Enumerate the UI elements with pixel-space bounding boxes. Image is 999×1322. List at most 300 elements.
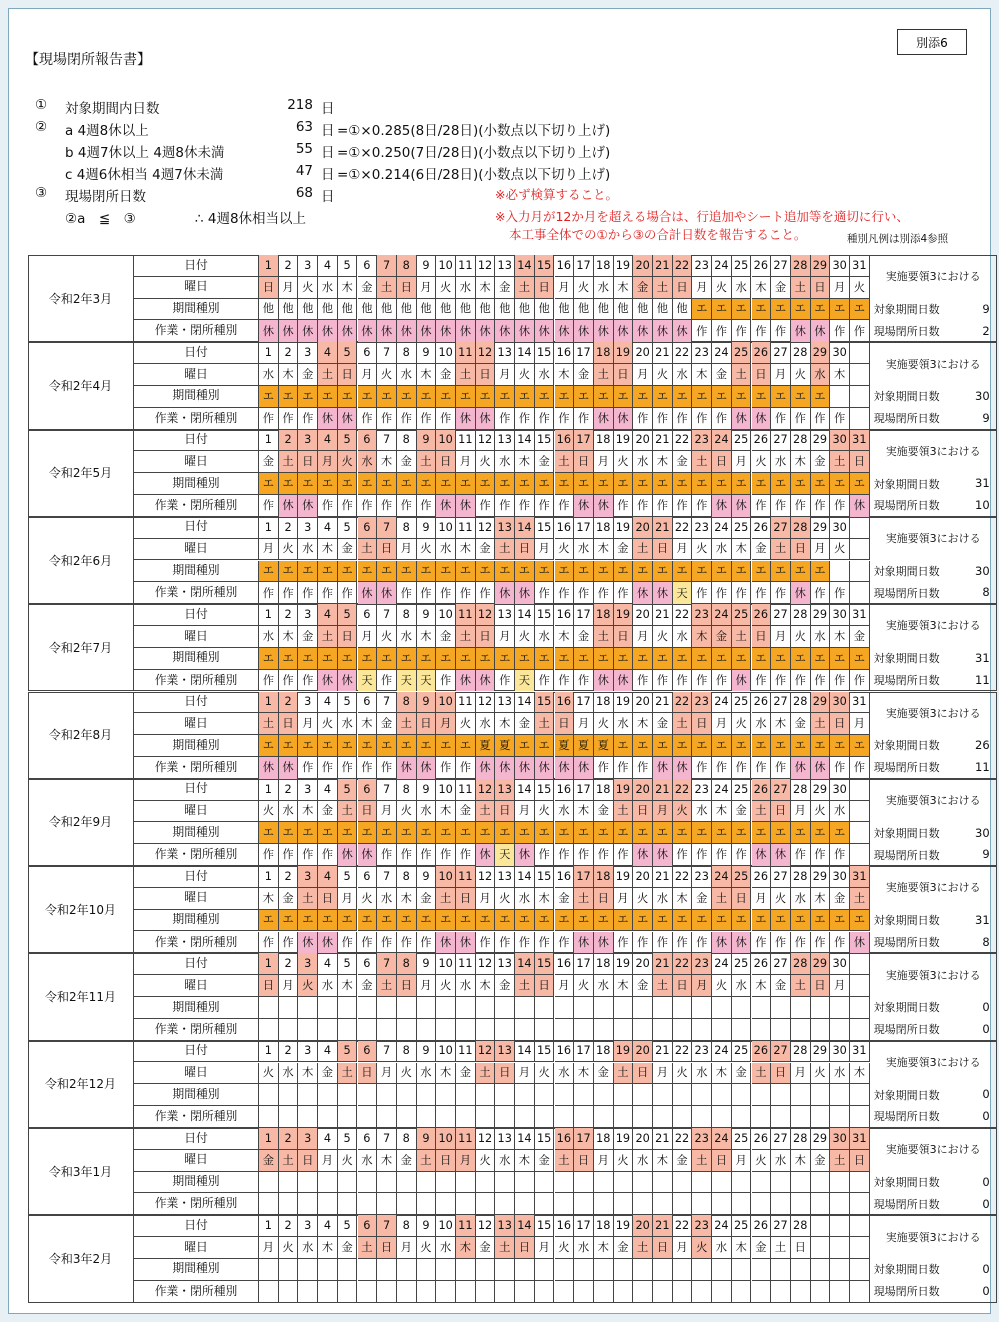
work-cell: 休 xyxy=(259,320,279,342)
date-cell: 13 xyxy=(495,866,515,888)
date-cell: 21 xyxy=(653,1128,673,1150)
work-cell xyxy=(653,1019,673,1041)
closed-days-label: 現場閉所日数 xyxy=(873,586,940,600)
side-header: 実施要領3における xyxy=(885,706,981,720)
date-cell: 1 xyxy=(259,342,279,364)
period-cell: エ xyxy=(752,648,772,670)
weekday-cell: 火 xyxy=(515,626,535,648)
work-cell: 作 xyxy=(298,582,318,604)
work-cell: 作 xyxy=(850,320,870,342)
day-cell xyxy=(830,1281,850,1303)
weekday-cell: 月 xyxy=(594,451,614,473)
date-cell: 29 xyxy=(811,953,831,975)
weekday-cell: 火 xyxy=(811,801,831,823)
work-cell: 休 xyxy=(633,320,653,342)
weekday-cell: 火 xyxy=(614,1150,634,1172)
weekday-cell: 月 xyxy=(358,364,378,386)
date-cell: 16 xyxy=(555,255,575,277)
period-cell: エ xyxy=(417,735,437,757)
work-cell: 作 xyxy=(653,670,673,692)
weekday-cell: 木 xyxy=(515,451,535,473)
work-cell xyxy=(476,1019,496,1041)
work-cell: 作 xyxy=(318,757,338,779)
weekday-cell: 金 xyxy=(298,364,318,386)
period-cell xyxy=(692,1172,712,1194)
date-cell: 10 xyxy=(436,342,456,364)
date-cell: 7 xyxy=(377,255,397,277)
work-cell: 作 xyxy=(752,670,772,692)
side-header: 実施要領3における xyxy=(885,619,981,633)
date-cell: 6 xyxy=(358,1128,378,1150)
weekday-cell: 月 xyxy=(436,713,456,735)
date-cell: 21 xyxy=(653,1215,673,1237)
period-cell: エ xyxy=(358,735,378,757)
weekday-cell: 木 xyxy=(279,626,299,648)
work-cell: 作 xyxy=(377,844,397,866)
work-cell: 休 xyxy=(791,582,811,604)
date-cell: 7 xyxy=(377,692,397,714)
date-cell: 13 xyxy=(495,779,515,801)
work-cell xyxy=(259,1193,279,1215)
work-cell: 作 xyxy=(732,757,752,779)
weekday-cell: 月 xyxy=(535,1237,555,1259)
work-cell: 休 xyxy=(594,320,614,342)
work-cell: 作 xyxy=(712,844,732,866)
work-cell: 作 xyxy=(752,495,772,517)
date-cell: 26 xyxy=(752,517,772,539)
weekday-cell: 木 xyxy=(692,626,712,648)
period-cell xyxy=(535,997,555,1019)
weekday-cell: 木 xyxy=(515,1150,535,1172)
work-cell: 作 xyxy=(811,670,831,692)
period-cell: エ xyxy=(791,473,811,495)
weekday-cell: 月 xyxy=(673,539,693,561)
work-cell: 休 xyxy=(456,495,476,517)
summary-formula: =①×0.214(6日/28日)(小数点以下切り上げ) xyxy=(337,167,611,183)
work-cell: 作 xyxy=(535,495,555,517)
work-cell xyxy=(673,1281,693,1303)
date-cell: 9 xyxy=(417,866,437,888)
period-cell: エ xyxy=(633,561,653,583)
weekday-cell: 月 xyxy=(594,1150,614,1172)
work-cell: 休 xyxy=(495,757,515,779)
date-cell: 9 xyxy=(417,255,437,277)
period-cell xyxy=(535,1172,555,1194)
period-cell xyxy=(850,1084,870,1106)
work-cell xyxy=(771,1019,791,1041)
weekday-cell: 月 xyxy=(791,801,811,823)
date-cell: 3 xyxy=(298,953,318,975)
work-cell xyxy=(633,1019,653,1041)
weekday-cell: 日 xyxy=(594,888,614,910)
period-cell: エ xyxy=(555,473,575,495)
period-cell: エ xyxy=(555,910,575,932)
period-cell: エ xyxy=(594,561,614,583)
work-cell: 作 xyxy=(298,670,318,692)
period-cell: エ xyxy=(811,473,831,495)
weekday-cell: 土 xyxy=(692,451,712,473)
weekday-cell: 月 xyxy=(495,364,515,386)
row-label: 曜日 xyxy=(134,451,259,473)
weekday-cell: 日 xyxy=(771,801,791,823)
weekday-cell: 木 xyxy=(633,713,653,735)
weekday-cell: 土 xyxy=(673,713,693,735)
weekday-cell: 日 xyxy=(692,713,712,735)
period-cell: 他 xyxy=(397,299,417,321)
period-cell: 他 xyxy=(358,299,378,321)
weekday-cell: 火 xyxy=(791,626,811,648)
weekday-cell: 火 xyxy=(574,975,594,997)
weekday-cell: 水 xyxy=(358,1150,378,1172)
work-cell: 作 xyxy=(614,757,634,779)
weekday-cell: 水 xyxy=(318,975,338,997)
period-cell xyxy=(732,1259,752,1281)
weekday-cell: 月 xyxy=(752,888,772,910)
period-cell: エ xyxy=(673,648,693,670)
work-cell: 休 xyxy=(791,320,811,342)
summary-label: c 4週6休相当 4週7休未満 xyxy=(65,167,224,183)
weekday-cell: 土 xyxy=(811,713,831,735)
period-cell: エ xyxy=(259,473,279,495)
work-cell: 休 xyxy=(653,582,673,604)
date-cell: 28 xyxy=(791,1041,811,1063)
period-cell: エ xyxy=(771,910,791,932)
period-cell xyxy=(495,1172,515,1194)
weekday-cell: 火 xyxy=(752,1150,772,1172)
work-cell xyxy=(377,1019,397,1041)
work-cell xyxy=(259,1019,279,1041)
date-cell: 8 xyxy=(397,779,417,801)
weekday-cell: 金 xyxy=(495,277,515,299)
date-cell: 19 xyxy=(614,255,634,277)
date-cell: 17 xyxy=(574,255,594,277)
period-cell: エ xyxy=(712,299,732,321)
date-cell: 10 xyxy=(436,430,456,452)
work-cell xyxy=(377,1106,397,1128)
day-cell xyxy=(830,1259,850,1281)
period-cell: エ xyxy=(397,735,417,757)
work-cell xyxy=(555,1106,575,1128)
weekday-cell: 火 xyxy=(417,539,437,561)
date-cell: 24 xyxy=(712,430,732,452)
work-cell: 作 xyxy=(673,932,693,954)
work-cell xyxy=(830,1106,850,1128)
work-cell: 休 xyxy=(318,932,338,954)
period-cell: エ xyxy=(259,910,279,932)
date-cell: 5 xyxy=(338,1041,358,1063)
work-cell: 休 xyxy=(594,932,614,954)
work-cell: 休 xyxy=(712,495,732,517)
weekday-cell: 木 xyxy=(456,539,476,561)
period-cell: エ xyxy=(712,473,732,495)
date-cell: 30 xyxy=(830,692,850,714)
row-label: 日付 xyxy=(134,866,259,888)
period-cell: エ xyxy=(614,735,634,757)
work-cell: 作 xyxy=(712,670,732,692)
work-cell: 作 xyxy=(791,932,811,954)
side-header: 実施要領3における xyxy=(885,532,981,546)
date-cell: 12 xyxy=(476,779,496,801)
weekday-cell: 木 xyxy=(279,364,299,386)
date-cell: 15 xyxy=(535,430,555,452)
period-cell xyxy=(633,1084,653,1106)
closed-days-value: 11 xyxy=(975,672,990,687)
row-label: 日付 xyxy=(134,604,259,626)
period-cell xyxy=(830,386,850,408)
date-cell: 11 xyxy=(456,342,476,364)
work-cell: 作 xyxy=(279,844,299,866)
work-cell xyxy=(397,1106,417,1128)
period-cell xyxy=(417,1259,437,1281)
period-cell: エ xyxy=(653,648,673,670)
weekday-cell: 土 xyxy=(377,277,397,299)
period-cell: エ xyxy=(358,473,378,495)
work-cell xyxy=(555,1019,575,1041)
weekday-cell: 月 xyxy=(732,1150,752,1172)
work-cell: 作 xyxy=(555,844,575,866)
date-cell: 26 xyxy=(752,430,772,452)
row-label: 日付 xyxy=(134,1041,259,1063)
day-cell xyxy=(850,408,870,430)
date-cell: 10 xyxy=(436,1215,456,1237)
date-cell: 13 xyxy=(495,1215,515,1237)
date-cell: 6 xyxy=(358,1041,378,1063)
period-cell: エ xyxy=(850,299,870,321)
date-cell: 3 xyxy=(298,430,318,452)
work-cell: 作 xyxy=(712,582,732,604)
legend-note: 種別凡例は別添4参照 xyxy=(847,233,949,245)
period-cell xyxy=(574,1259,594,1281)
work-cell: 作 xyxy=(397,844,417,866)
weekday-cell: 木 xyxy=(653,1150,673,1172)
weekday-cell: 火 xyxy=(279,539,299,561)
target-days-label: 対象期間日数 xyxy=(873,1088,940,1102)
period-cell: エ xyxy=(574,473,594,495)
work-cell xyxy=(614,1019,634,1041)
work-cell xyxy=(476,1281,496,1303)
period-cell: エ xyxy=(555,648,575,670)
work-cell xyxy=(358,1106,378,1128)
day-cell xyxy=(850,779,870,801)
day-cell xyxy=(830,1237,850,1259)
work-cell: 休 xyxy=(811,757,831,779)
work-cell xyxy=(397,1281,417,1303)
weekday-cell: 水 xyxy=(752,713,772,735)
period-cell xyxy=(574,1084,594,1106)
work-cell: 作 xyxy=(515,495,535,517)
period-cell: エ xyxy=(515,648,535,670)
date-cell: 25 xyxy=(732,1128,752,1150)
weekday-cell: 金 xyxy=(732,801,752,823)
weekday-cell: 火 xyxy=(259,1063,279,1085)
work-cell xyxy=(752,1106,772,1128)
period-cell xyxy=(791,1084,811,1106)
period-cell xyxy=(614,1172,634,1194)
work-cell: 休 xyxy=(456,320,476,342)
period-cell: 他 xyxy=(436,299,456,321)
work-cell: 作 xyxy=(358,932,378,954)
work-cell: 休 xyxy=(279,757,299,779)
work-cell: 休 xyxy=(574,320,594,342)
date-cell: 7 xyxy=(377,779,397,801)
date-cell: 19 xyxy=(614,1128,634,1150)
date-cell: 3 xyxy=(298,1215,318,1237)
work-cell xyxy=(338,1106,358,1128)
period-cell xyxy=(417,1084,437,1106)
date-cell: 26 xyxy=(752,692,772,714)
weekday-cell: 月 xyxy=(732,451,752,473)
weekday-cell: 日 xyxy=(456,888,476,910)
date-cell: 29 xyxy=(811,866,831,888)
date-cell: 25 xyxy=(732,692,752,714)
date-cell: 16 xyxy=(555,342,575,364)
work-cell: 休 xyxy=(338,670,358,692)
date-cell: 22 xyxy=(673,1128,693,1150)
summary-no: ③ xyxy=(35,185,48,201)
date-cell: 10 xyxy=(436,1128,456,1150)
period-cell: エ xyxy=(535,561,555,583)
period-cell: エ xyxy=(495,910,515,932)
work-cell: 作 xyxy=(476,582,496,604)
weekday-cell: 日 xyxy=(574,451,594,473)
date-cell: 7 xyxy=(377,342,397,364)
work-cell: 作 xyxy=(811,844,831,866)
weekday-cell: 水 xyxy=(417,801,437,823)
period-cell: 他 xyxy=(594,299,614,321)
weekday-cell: 木 xyxy=(377,1150,397,1172)
date-cell: 10 xyxy=(436,604,456,626)
weekday-cell: 水 xyxy=(830,801,850,823)
work-cell xyxy=(279,1019,299,1041)
date-cell: 31 xyxy=(850,604,870,626)
work-cell xyxy=(594,1193,614,1215)
period-cell xyxy=(692,1084,712,1106)
weekday-cell: 日 xyxy=(397,975,417,997)
weekday-cell: 日 xyxy=(377,539,397,561)
work-cell: 休 xyxy=(358,320,378,342)
date-cell: 16 xyxy=(555,1041,575,1063)
work-cell: 作 xyxy=(614,932,634,954)
work-cell: 作 xyxy=(436,408,456,430)
date-cell: 5 xyxy=(338,517,358,539)
weekday-cell: 水 xyxy=(358,451,378,473)
date-cell: 18 xyxy=(594,517,614,539)
date-cell: 29 xyxy=(811,1128,831,1150)
period-cell: エ xyxy=(495,822,515,844)
date-cell: 20 xyxy=(633,953,653,975)
work-cell xyxy=(791,1019,811,1041)
row-label: 日付 xyxy=(134,1128,259,1150)
date-cell: 11 xyxy=(456,953,476,975)
period-cell: エ xyxy=(633,648,653,670)
period-cell: エ xyxy=(298,561,318,583)
work-cell: 休 xyxy=(732,670,752,692)
target-days-label: 対象期間日数 xyxy=(873,652,940,666)
period-cell: エ xyxy=(476,561,496,583)
date-cell: 24 xyxy=(712,866,732,888)
date-cell: 26 xyxy=(752,1215,772,1237)
period-cell xyxy=(830,1172,850,1194)
work-cell: 休 xyxy=(712,932,732,954)
work-cell xyxy=(515,1281,535,1303)
row-label: 作業・閉所種別 xyxy=(134,670,259,692)
work-cell xyxy=(417,1281,437,1303)
period-cell xyxy=(752,997,772,1019)
period-cell xyxy=(752,1259,772,1281)
period-cell: エ xyxy=(712,648,732,670)
period-cell xyxy=(377,1084,397,1106)
period-cell: エ xyxy=(338,473,358,495)
summary-label: 対象期間内日数 xyxy=(65,101,160,117)
period-cell: エ xyxy=(791,822,811,844)
weekday-cell: 土 xyxy=(397,713,417,735)
side-header: 実施要領3における xyxy=(885,968,981,982)
row-label: 日付 xyxy=(134,517,259,539)
work-cell xyxy=(476,1106,496,1128)
row-label: 日付 xyxy=(134,430,259,452)
work-cell xyxy=(377,1193,397,1215)
date-cell: 26 xyxy=(752,866,772,888)
period-cell xyxy=(771,1172,791,1194)
weekday-cell: 月 xyxy=(653,801,673,823)
weekday-cell: 水 xyxy=(555,801,575,823)
work-cell: 作 xyxy=(830,408,850,430)
work-cell xyxy=(436,1281,456,1303)
work-cell xyxy=(653,1106,673,1128)
period-cell: エ xyxy=(692,735,712,757)
period-cell: エ xyxy=(712,386,732,408)
period-cell xyxy=(633,997,653,1019)
date-cell: 14 xyxy=(515,517,535,539)
work-cell xyxy=(436,1019,456,1041)
day-cell xyxy=(850,1259,870,1281)
date-cell: 6 xyxy=(358,430,378,452)
period-cell: エ xyxy=(515,561,535,583)
weekday-cell: 金 xyxy=(830,888,850,910)
period-cell: エ xyxy=(791,299,811,321)
work-cell: 休 xyxy=(594,670,614,692)
date-cell: 11 xyxy=(456,517,476,539)
work-cell xyxy=(633,1106,653,1128)
weekday-cell: 月 xyxy=(397,1237,417,1259)
date-cell: 28 xyxy=(791,692,811,714)
period-cell xyxy=(318,1084,338,1106)
weekday-cell: 月 xyxy=(358,626,378,648)
target-days-value: 30 xyxy=(975,825,990,840)
date-cell: 22 xyxy=(673,953,693,975)
work-cell xyxy=(279,1106,299,1128)
date-cell: 17 xyxy=(574,779,594,801)
date-cell: 13 xyxy=(495,342,515,364)
weekday-cell: 土 xyxy=(614,1063,634,1085)
date-cell: 3 xyxy=(298,517,318,539)
date-cell: 29 xyxy=(811,342,831,364)
period-cell xyxy=(417,1172,437,1194)
period-cell: 夏 xyxy=(555,735,575,757)
weekday-cell: 金 xyxy=(594,801,614,823)
work-cell: 作 xyxy=(338,932,358,954)
weekday-cell: 金 xyxy=(752,1237,772,1259)
period-cell xyxy=(594,1084,614,1106)
date-cell: 17 xyxy=(574,604,594,626)
period-cell: エ xyxy=(633,386,653,408)
period-cell: エ xyxy=(692,299,712,321)
weekday-cell: 水 xyxy=(574,539,594,561)
period-cell: エ xyxy=(791,561,811,583)
date-cell: 27 xyxy=(771,1041,791,1063)
date-cell: 24 xyxy=(712,953,732,975)
weekday-cell: 月 xyxy=(614,888,634,910)
